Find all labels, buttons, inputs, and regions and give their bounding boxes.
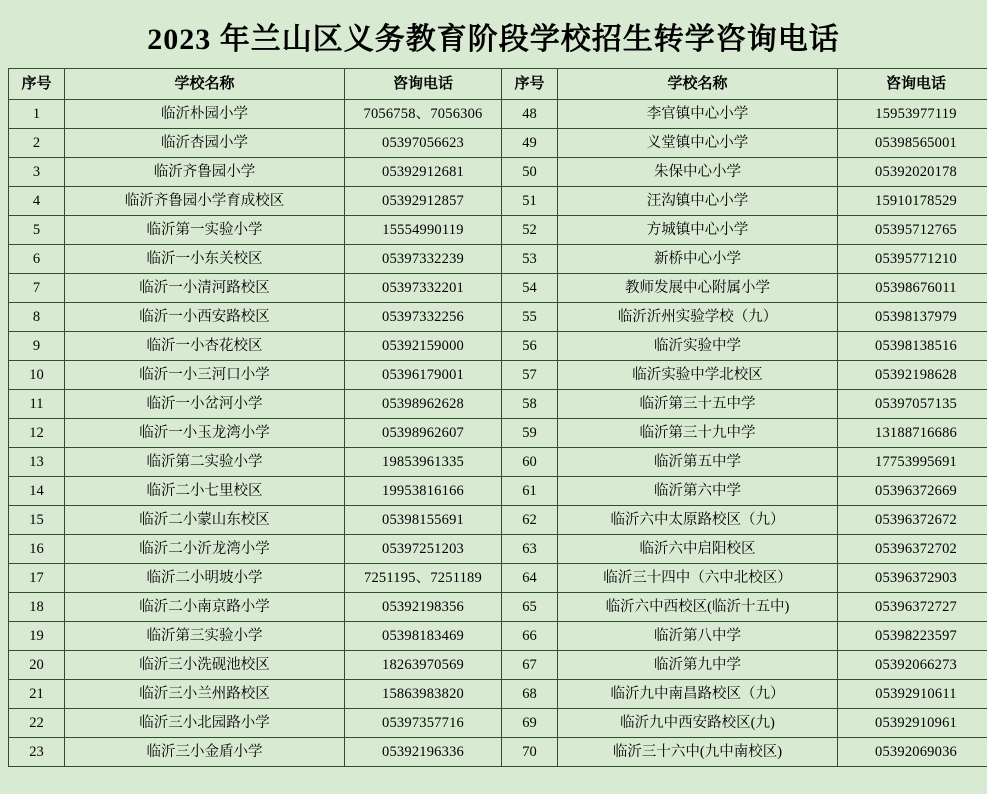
table-row xyxy=(9,506,987,535)
table-row xyxy=(9,738,987,767)
cell-index-left: 19 xyxy=(9,622,65,651)
cell-school-left: 临沂第三实验小学 xyxy=(65,622,345,651)
cell-school-left: 临沂三小北园路小学 xyxy=(65,709,345,738)
cell-school-left: 临沂一小岔河小学 xyxy=(65,390,345,419)
cell-index-right: 48 xyxy=(502,100,558,129)
cell-school-right: 临沂六中太原路校区（九） xyxy=(558,506,838,535)
cell-phone-left: 05392159000 xyxy=(345,332,502,361)
table-row xyxy=(9,129,987,158)
cell-phone-right: 05395771210 xyxy=(838,245,987,274)
cell-school-right: 临沂实验中学北校区 xyxy=(558,361,838,390)
cell-phone-left: 15554990119 xyxy=(345,216,502,245)
cell-index-left: 8 xyxy=(9,303,65,332)
cell-school-left: 临沂三小兰州路校区 xyxy=(65,680,345,709)
cell-index-left: 5 xyxy=(9,216,65,245)
table-row xyxy=(9,390,987,419)
cell-school-left: 临沂一小清河路校区 xyxy=(65,274,345,303)
cell-school-right: 临沂九中西安路校区(九) xyxy=(558,709,838,738)
cell-school-right: 临沂第三十九中学 xyxy=(558,419,838,448)
cell-school-right: 汪沟镇中心小学 xyxy=(558,187,838,216)
cell-index-right: 54 xyxy=(502,274,558,303)
cell-index-right: 59 xyxy=(502,419,558,448)
cell-school-left: 临沂一小西安路校区 xyxy=(65,303,345,332)
cell-phone-left: 05397251203 xyxy=(345,535,502,564)
cell-phone-right: 15953977119 xyxy=(838,100,987,129)
cell-index-left: 23 xyxy=(9,738,65,767)
cell-phone-left: 19853961335 xyxy=(345,448,502,477)
cell-school-right: 教师发展中心附属小学 xyxy=(558,274,838,303)
cell-index-right: 58 xyxy=(502,390,558,419)
cell-school-right: 临沂沂州实验学校（九） xyxy=(558,303,838,332)
table-row xyxy=(9,564,987,593)
cell-index-left: 17 xyxy=(9,564,65,593)
cell-phone-left: 05398183469 xyxy=(345,622,502,651)
cell-index-left: 13 xyxy=(9,448,65,477)
cell-phone-left: 05397056623 xyxy=(345,129,502,158)
cell-phone-right: 05398676011 xyxy=(838,274,987,303)
cell-school-right: 临沂第九中学 xyxy=(558,651,838,680)
cell-index-right: 70 xyxy=(502,738,558,767)
cell-index-right: 50 xyxy=(502,158,558,187)
cell-school-left: 临沂一小玉龙湾小学 xyxy=(65,419,345,448)
cell-phone-right: 15910178529 xyxy=(838,187,987,216)
cell-index-left: 2 xyxy=(9,129,65,158)
cell-index-right: 69 xyxy=(502,709,558,738)
table-row xyxy=(9,709,987,738)
cell-phone-left: 05392198356 xyxy=(345,593,502,622)
cell-index-left: 7 xyxy=(9,274,65,303)
column-header-index-right: 序号 xyxy=(502,69,558,100)
cell-phone-right: 05398565001 xyxy=(838,129,987,158)
cell-index-left: 18 xyxy=(9,593,65,622)
table-row xyxy=(9,651,987,680)
cell-index-right: 63 xyxy=(502,535,558,564)
table-row xyxy=(9,187,987,216)
table-row xyxy=(9,361,987,390)
cell-school-left: 临沂第二实验小学 xyxy=(65,448,345,477)
cell-phone-left: 15863983820 xyxy=(345,680,502,709)
cell-school-left: 临沂一小三河口小学 xyxy=(65,361,345,390)
cell-index-right: 57 xyxy=(502,361,558,390)
table-header xyxy=(9,69,987,100)
cell-school-left: 临沂一小东关校区 xyxy=(65,245,345,274)
table-row xyxy=(9,419,987,448)
table-row xyxy=(9,593,987,622)
cell-index-right: 68 xyxy=(502,680,558,709)
cell-phone-left: 05397332201 xyxy=(345,274,502,303)
cell-school-left: 临沂二小明坡小学 xyxy=(65,564,345,593)
table-row xyxy=(9,100,987,129)
cell-school-right: 临沂第五中学 xyxy=(558,448,838,477)
cell-school-left: 临沂二小沂龙湾小学 xyxy=(65,535,345,564)
cell-index-left: 12 xyxy=(9,419,65,448)
column-header-school-right: 学校名称 xyxy=(558,69,838,100)
table-row xyxy=(9,535,987,564)
cell-phone-right: 05392066273 xyxy=(838,651,987,680)
table-container xyxy=(0,68,987,767)
column-header-school-left: 学校名称 xyxy=(65,69,345,100)
column-header-phone-right: 咨询电话 xyxy=(838,69,987,100)
cell-phone-left: 05397332239 xyxy=(345,245,502,274)
cell-phone-left: 19953816166 xyxy=(345,477,502,506)
table-row xyxy=(9,303,987,332)
cell-school-right: 临沂第八中学 xyxy=(558,622,838,651)
cell-school-right: 义堂镇中心小学 xyxy=(558,129,838,158)
table-row xyxy=(9,448,987,477)
page-title: 2023 年兰山区义务教育阶段学校招生转学咨询电话 xyxy=(147,23,840,56)
cell-index-left: 22 xyxy=(9,709,65,738)
cell-school-right: 临沂实验中学 xyxy=(558,332,838,361)
column-header-phone-left: 咨询电话 xyxy=(345,69,502,100)
cell-school-right: 临沂九中南昌路校区（九） xyxy=(558,680,838,709)
table-body xyxy=(9,100,987,767)
table-row xyxy=(9,158,987,187)
table-row xyxy=(9,274,987,303)
table-row xyxy=(9,332,987,361)
cell-phone-right: 05392198628 xyxy=(838,361,987,390)
cell-phone-left: 05392196336 xyxy=(345,738,502,767)
cell-phone-right: 05396372702 xyxy=(838,535,987,564)
cell-phone-left: 05398962628 xyxy=(345,390,502,419)
cell-index-right: 64 xyxy=(502,564,558,593)
cell-school-right: 临沂第六中学 xyxy=(558,477,838,506)
cell-school-left: 临沂朴园小学 xyxy=(65,100,345,129)
cell-school-left: 临沂二小南京路小学 xyxy=(65,593,345,622)
cell-phone-right: 05396372727 xyxy=(838,593,987,622)
cell-school-right: 新桥中心小学 xyxy=(558,245,838,274)
cell-index-right: 53 xyxy=(502,245,558,274)
table-row xyxy=(9,680,987,709)
cell-index-left: 21 xyxy=(9,680,65,709)
school-phone-table xyxy=(8,68,987,767)
cell-school-right: 李官镇中心小学 xyxy=(558,100,838,129)
cell-school-left: 临沂三小洗砚池校区 xyxy=(65,651,345,680)
cell-index-right: 52 xyxy=(502,216,558,245)
cell-index-left: 6 xyxy=(9,245,65,274)
cell-index-right: 60 xyxy=(502,448,558,477)
cell-index-right: 61 xyxy=(502,477,558,506)
cell-index-right: 65 xyxy=(502,593,558,622)
cell-school-right: 临沂六中启阳校区 xyxy=(558,535,838,564)
table-row xyxy=(9,245,987,274)
cell-phone-right: 05392910961 xyxy=(838,709,987,738)
cell-phone-left: 05392912857 xyxy=(345,187,502,216)
cell-phone-right: 05397057135 xyxy=(838,390,987,419)
table-row xyxy=(9,216,987,245)
cell-phone-right: 05398223597 xyxy=(838,622,987,651)
cell-index-right: 56 xyxy=(502,332,558,361)
cell-phone-left: 18263970569 xyxy=(345,651,502,680)
cell-phone-right: 13188716686 xyxy=(838,419,987,448)
cell-index-right: 49 xyxy=(502,129,558,158)
cell-school-right: 朱保中心小学 xyxy=(558,158,838,187)
cell-index-right: 55 xyxy=(502,303,558,332)
table-row xyxy=(9,622,987,651)
cell-phone-right: 05392910611 xyxy=(838,680,987,709)
cell-phone-right: 05392020178 xyxy=(838,158,987,187)
cell-phone-left: 7056758、7056306 xyxy=(345,100,502,129)
cell-school-right: 临沂三十四中（六中北校区） xyxy=(558,564,838,593)
column-header-index-left: 序号 xyxy=(9,69,65,100)
table-row xyxy=(9,477,987,506)
cell-phone-left: 05398155691 xyxy=(345,506,502,535)
cell-school-right: 临沂三十六中(九中南校区) xyxy=(558,738,838,767)
cell-index-left: 16 xyxy=(9,535,65,564)
cell-index-left: 10 xyxy=(9,361,65,390)
cell-school-left: 临沂齐鲁园小学育成校区 xyxy=(65,187,345,216)
cell-index-left: 20 xyxy=(9,651,65,680)
cell-school-left: 临沂第一实验小学 xyxy=(65,216,345,245)
cell-index-right: 66 xyxy=(502,622,558,651)
cell-phone-right: 05392069036 xyxy=(838,738,987,767)
cell-phone-left: 05397332256 xyxy=(345,303,502,332)
cell-index-left: 9 xyxy=(9,332,65,361)
cell-phone-left: 7251195、7251189 xyxy=(345,564,502,593)
cell-phone-right: 05395712765 xyxy=(838,216,987,245)
cell-school-left: 临沂杏园小学 xyxy=(65,129,345,158)
cell-school-left: 临沂二小七里校区 xyxy=(65,477,345,506)
cell-school-right: 临沂第三十五中学 xyxy=(558,390,838,419)
cell-phone-right: 05398137979 xyxy=(838,303,987,332)
cell-school-right: 临沂六中西校区(临沂十五中) xyxy=(558,593,838,622)
cell-school-left: 临沂齐鲁园小学 xyxy=(65,158,345,187)
cell-index-right: 67 xyxy=(502,651,558,680)
cell-school-right: 方城镇中心小学 xyxy=(558,216,838,245)
cell-school-left: 临沂二小蒙山东校区 xyxy=(65,506,345,535)
cell-phone-left: 05392912681 xyxy=(345,158,502,187)
cell-index-left: 4 xyxy=(9,187,65,216)
cell-index-right: 62 xyxy=(502,506,558,535)
cell-phone-left: 05396179001 xyxy=(345,361,502,390)
cell-index-left: 11 xyxy=(9,390,65,419)
cell-phone-right: 05396372669 xyxy=(838,477,987,506)
cell-school-left: 临沂一小杏花校区 xyxy=(65,332,345,361)
cell-index-right: 51 xyxy=(502,187,558,216)
cell-index-left: 1 xyxy=(9,100,65,129)
cell-index-left: 3 xyxy=(9,158,65,187)
cell-index-left: 14 xyxy=(9,477,65,506)
cell-index-left: 15 xyxy=(9,506,65,535)
cell-phone-left: 05397357716 xyxy=(345,709,502,738)
cell-phone-right: 05398138516 xyxy=(838,332,987,361)
cell-phone-right: 17753995691 xyxy=(838,448,987,477)
cell-school-left: 临沂三小金盾小学 xyxy=(65,738,345,767)
cell-phone-right: 05396372903 xyxy=(838,564,987,593)
cell-phone-right: 05396372672 xyxy=(838,506,987,535)
table-header-row xyxy=(9,69,987,100)
cell-phone-left: 05398962607 xyxy=(345,419,502,448)
